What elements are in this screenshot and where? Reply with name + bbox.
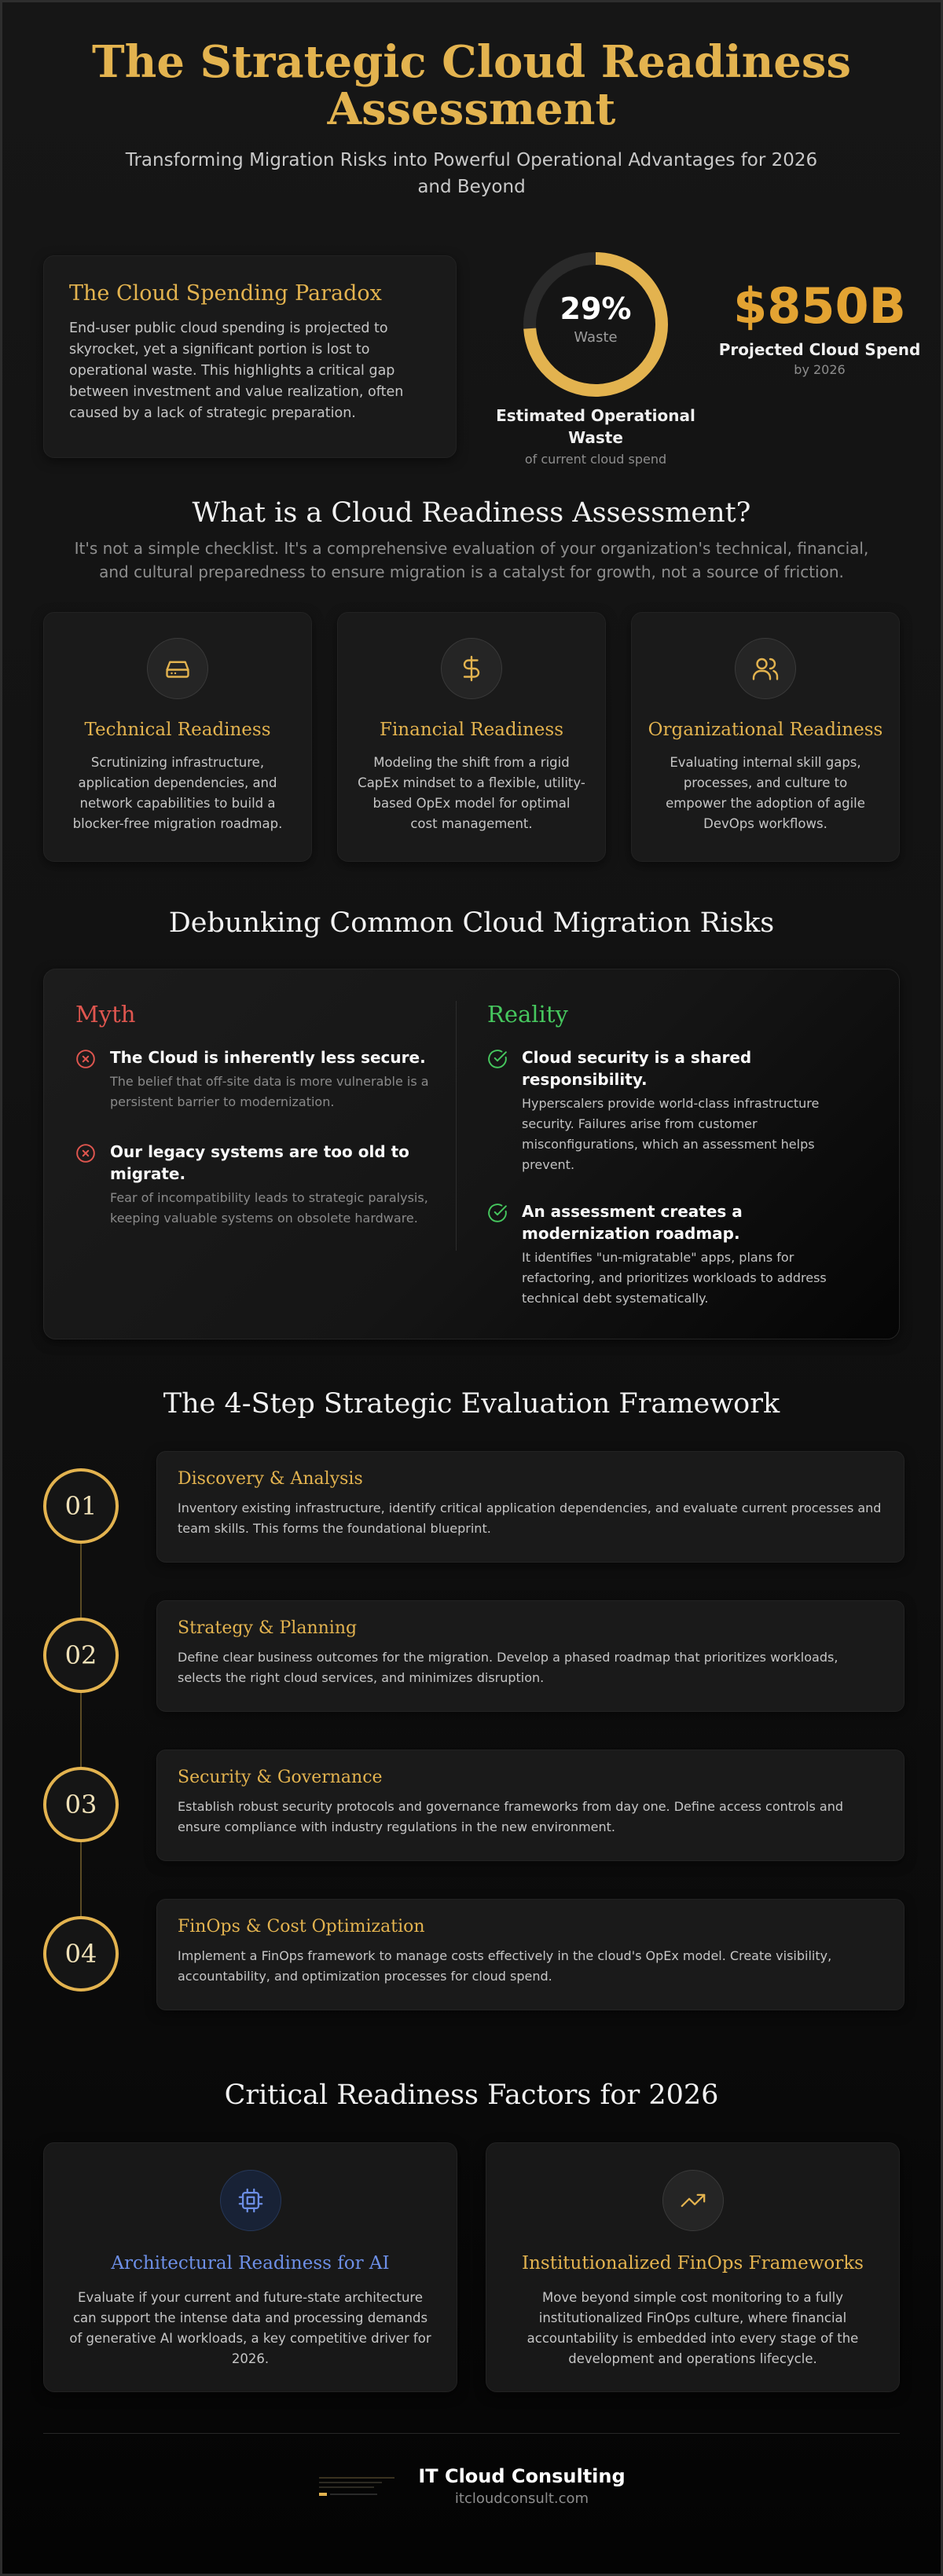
company-logo [317, 2471, 396, 2502]
step-card [156, 1750, 904, 1861]
framework-step [2, 1451, 941, 1600]
paradox-section [2, 238, 941, 497]
step-title: Security & Governance [178, 1768, 383, 1787]
factors-title: Critical Readiness Factors for 2026 [224, 2079, 719, 2111]
column-divider [456, 1001, 457, 1251]
myth-item [75, 1046, 456, 1112]
what-is-title: What is a Cloud Readiness Assessment? [192, 497, 751, 529]
page-title: The Strategic Cloud Readiness Assessment [92, 36, 851, 135]
projected-spend-subcaption: by 2026 [794, 362, 846, 377]
pillar-card-organizational [631, 612, 900, 862]
gauge-caption: Estimated Operational Waste [496, 406, 695, 447]
footer [2, 2465, 941, 2507]
what-is-intro: It's not a simple checklist. It's a comprehensive evaluation of your organization's technical, financial, and cultural preparedness to ensure migration is a catalyst for growth, not a source of friction. [74, 539, 869, 581]
reality-item [487, 1200, 868, 1309]
pillar-body: Scrutinizing infrastructure, application dependencies, and network capabilities to build a blocker-free migration roadmap. [72, 755, 283, 831]
reality-item [487, 1046, 868, 1175]
factor-title: Institutionalized FinOps Frameworks [522, 2253, 864, 2274]
reality-heading: Reality [487, 1001, 568, 1028]
paradox-card [43, 255, 457, 458]
pillar-title: Financial Readiness [379, 720, 564, 740]
pillar-card-financial [337, 612, 606, 862]
reality-body: Hyperscalers provide world-class infrastructure security. Failures arise from customer misconfigurations, which an assessment helps prevent. [522, 1096, 820, 1172]
step-number: 02 [43, 1618, 119, 1693]
myth-title: The Cloud is inherently less secure. [110, 1048, 426, 1067]
step-card [156, 1899, 904, 2010]
step-title: Strategy & Planning [178, 1618, 358, 1638]
footer-text [418, 2465, 625, 2507]
framework-title: The 4-Step Strategic Evaluation Framework [163, 1388, 780, 1420]
pillar-card-technical [43, 612, 312, 862]
gauge-caption-block [482, 405, 710, 467]
what-is-section [2, 497, 941, 862]
pillar-title: Organizational Readiness [648, 720, 883, 740]
hero-header [2, 2, 941, 200]
server-icon [147, 638, 208, 699]
footer-divider [43, 2433, 900, 2434]
projected-spend-stat [714, 279, 926, 377]
factor-card-finops [486, 2142, 900, 2392]
company-url[interactable]: itcloudconsult.com [454, 2490, 589, 2507]
reality-body: It identifies "un-migratable" apps, plans for refactoring, and prioritizes workloads to address technical debt systematically. [522, 1250, 827, 1306]
myth-heading: Myth [75, 1001, 136, 1028]
step-body: Implement a FinOps framework to manage costs effectively in the cloud's OpEx model. Create visibility, accountability, and optimization processes for cloud spend. [178, 1948, 832, 1984]
page-subtitle: Transforming Migration Risks into Powerful Operational Advantages for 2026 and Beyond [125, 150, 818, 197]
factor-body: Move beyond simple cost monitoring to a fully institutionalized FinOps culture, where financial accountability is embedded into every stage of the development and operations lifecycle. [527, 2290, 859, 2366]
x-circle-icon [75, 1046, 97, 1112]
factor-title: Architectural Readiness for AI [111, 2253, 390, 2274]
myth-column [75, 1001, 456, 1307]
x-circle-icon [75, 1141, 97, 1229]
framework-step [2, 1899, 941, 2048]
pillar-title: Technical Readiness [84, 720, 271, 740]
step-title: FinOps & Cost Optimization [178, 1917, 425, 1937]
step-body: Define clear business outcomes for the migration. Develop a phased roadmap that prioritizes workloads, selects the right cloud services, and minimizes disruption. [178, 1650, 838, 1685]
framework-step [2, 1750, 941, 1899]
paradox-title: The Cloud Spending Paradox [69, 281, 382, 306]
pillar-cards [2, 612, 941, 862]
check-circle-icon [487, 1046, 509, 1175]
step-body: Inventory existing infrastructure, identify critical application dependencies, and evaluate current processes and team skills. This forms the foundational blueprint. [178, 1501, 882, 1536]
gauge-subcaption: of current cloud spend [524, 452, 667, 467]
step-title: Discovery & Analysis [178, 1469, 363, 1489]
reality-title: Cloud security is a shared responsibility. [522, 1048, 752, 1089]
projected-spend-caption: Projected Cloud Spend [718, 340, 921, 359]
framework-step [2, 1600, 941, 1750]
trending-up-icon [662, 2170, 724, 2231]
myth-title: Our legacy systems are too old to migrate. [110, 1142, 409, 1183]
cpu-chip-icon [220, 2170, 281, 2231]
factor-card-ai [43, 2142, 457, 2392]
users-icon [735, 638, 796, 699]
company-name: IT Cloud Consulting [418, 2465, 626, 2487]
pillar-body: Modeling the shift from a rigid CapEx mindset to a flexible, utility-based OpEx model for optimal cost management. [358, 755, 585, 831]
myth-item [75, 1141, 456, 1229]
myth-body: Fear of incompatibility leads to strategic paralysis, keeping valuable systems on obsolete hardware. [110, 1190, 428, 1226]
step-number: 01 [43, 1468, 119, 1544]
step-card [156, 1451, 904, 1563]
pillar-body: Evaluating internal skill gaps, processes, and culture to empower the adoption of agile DevOps workflows. [666, 755, 865, 831]
step-card [156, 1600, 904, 1712]
step-body: Establish robust security protocols and governance frameworks from day one. Define access controls and ensure compliance with industry regulations in the new environment. [178, 1799, 844, 1834]
paradox-body: End-user public cloud spending is projected to skyrocket, yet a significant portion is lost to operational waste. This highlights a critical gap between investment and value realization, often caused by a lack of strategic preparation. [69, 321, 404, 421]
dollar-icon [441, 638, 502, 699]
reality-column [456, 1001, 868, 1307]
step-number: 03 [43, 1767, 119, 1842]
framework-section [2, 1388, 941, 2048]
factor-cards [2, 2142, 941, 2392]
step-number: 04 [43, 1916, 119, 1992]
gauge-label: Waste [574, 329, 618, 346]
myths-title: Debunking Common Cloud Migration Risks [168, 907, 775, 939]
myths-section [2, 907, 941, 1339]
framework-steps [2, 1451, 941, 2048]
gauge-value: 29% [560, 291, 632, 326]
waste-gauge [517, 246, 674, 403]
projected-spend-value: $850B [733, 277, 906, 335]
check-circle-icon [487, 1200, 509, 1309]
factors-section [2, 2079, 941, 2392]
factor-body: Evaluate if your current and future-state architecture can support the intense data and processing demands of generative AI workloads, a key competitive driver for 2026. [69, 2290, 431, 2366]
myth-reality-card [43, 969, 900, 1339]
myth-body: The belief that off-site data is more vulnerable is a persistent barrier to modernization. [110, 1074, 429, 1109]
reality-title: An assessment creates a modernization roadmap. [522, 1202, 743, 1243]
